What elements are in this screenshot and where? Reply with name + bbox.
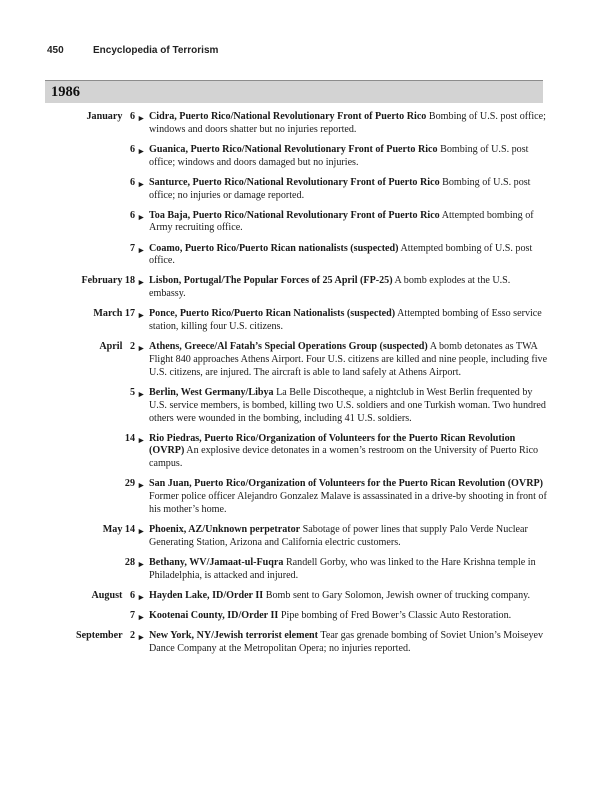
arrow-bullet-icon: ► — [137, 178, 146, 189]
arrow-bullet-icon: ► — [137, 434, 146, 445]
chronology-entry — [0, 308, 614, 334]
year-heading-band — [45, 80, 543, 103]
year-heading: 1986 — [51, 84, 80, 100]
chronology-entry — [0, 478, 614, 516]
chronology-entry — [0, 243, 614, 269]
arrow-bullet-icon: ► — [137, 591, 146, 602]
entry-description: Bomb sent to Gary Solomon, Jewish owner of trucking company. — [265, 589, 531, 601]
entry-description: Bombing of U.S. post office; no injuries or damage reported. — [149, 176, 531, 201]
chronology-entry — [0, 144, 614, 170]
entry-body — [149, 630, 548, 656]
arrow-bullet-icon: ► — [137, 631, 146, 642]
book-title: Encyclopedia of Terrorism — [93, 45, 219, 56]
chronology-entry — [0, 557, 614, 583]
arrow-bullet-icon: ► — [137, 211, 146, 222]
entry-location-perpetrator: New York, NY/Jewish terrorist element — [149, 629, 319, 641]
entry-date: March 17 — [93, 308, 135, 320]
entry-body — [149, 524, 548, 550]
arrow-bullet-icon: ► — [137, 113, 146, 123]
chronology-entry — [0, 177, 614, 203]
entry-date: 29 — [124, 478, 135, 490]
entry-description: Attempted bombing of U.S. post office. — [149, 242, 533, 267]
entry-location-perpetrator: Ponce, Puerto Rico/Puerto Rican Nationalists (suspected) — [149, 308, 396, 320]
arrow-bullet-icon: ► — [137, 310, 146, 321]
entry-description: Attempted bombing of Esso service station, killing four U.S. citizens. — [149, 308, 542, 333]
entry-body — [149, 111, 548, 137]
entry-location-perpetrator: Phoenix, AZ/Unknown perpetrator — [149, 523, 301, 535]
entry-body — [149, 210, 548, 236]
entry-body — [149, 433, 548, 471]
entry-description: Pipe bombing of Fred Bower’s Classic Auto Restoration. — [280, 609, 512, 621]
chronology-entry — [0, 630, 614, 656]
arrow-bullet-icon: ► — [137, 244, 146, 255]
arrow-bullet-icon: ► — [137, 480, 146, 491]
entry-description: An explosive device detonates in a women’s restroom on the University of Puerto Rico campus. — [149, 445, 539, 470]
entry-date: 28 — [124, 556, 135, 568]
entry-description: Bombing of U.S. post office; windows and doors shatter but no injuries reported. — [149, 111, 546, 135]
arrow-bullet-icon: ► — [137, 277, 146, 288]
entry-description: Former police officer Alejandro Gonzalez Malave is assassinated in a drive-by shooting in front of his mother’s home. — [149, 491, 547, 515]
entry-body — [149, 610, 548, 623]
entry-body — [149, 243, 548, 269]
entry-date: September 2 — [76, 629, 135, 641]
entry-location-perpetrator: Bethany, WV/Jamaat-ul-Fuqra — [149, 556, 284, 568]
entry-description: A bomb detonates as TWA Flight 840 approaches Athens Airport. Four U.S. citizens are killed and nine people, including five U.S. citizens, are injured. The aircraft is able to land safely at Athens Airport. — [149, 341, 548, 378]
entry-date: January 6 — [86, 111, 135, 122]
entry-date: 7 — [129, 242, 135, 254]
entry-description: A bomb explodes at the U.S. embassy. — [149, 275, 511, 300]
entry-body — [149, 387, 548, 425]
arrow-bullet-icon: ► — [137, 611, 146, 622]
chronology-entry — [0, 111, 614, 137]
chronology-entry — [0, 341, 614, 379]
entry-date: 6 — [129, 176, 135, 188]
entry-date: May 14 — [102, 523, 135, 535]
entry-location-perpetrator: Lisbon, Portugal/The Popular Forces of 25 April (FP-25) — [149, 275, 393, 287]
entry-date: 6 — [129, 209, 135, 221]
entry-location-perpetrator: Kootenai County, ID/Order II — [149, 609, 279, 621]
entry-date: 5 — [129, 386, 135, 398]
entry-location-perpetrator: Berlin, West Germany/Libya — [149, 386, 274, 398]
entry-location-perpetrator: Coamo, Puerto Rico/Puerto Rican nationalists (suspected) — [149, 242, 399, 254]
arrow-bullet-icon: ► — [137, 343, 146, 354]
entry-date: 7 — [129, 609, 135, 621]
arrow-bullet-icon: ► — [137, 525, 146, 536]
entry-date: 6 — [129, 143, 135, 155]
arrow-bullet-icon: ► — [137, 558, 146, 569]
entry-location-perpetrator: Hayden Lake, ID/Order II — [149, 589, 264, 601]
page-number: 450 — [47, 45, 64, 56]
entry-body — [149, 177, 548, 203]
arrow-bullet-icon: ► — [137, 388, 146, 399]
entry-location-perpetrator: Guanica, Puerto Rico/National Revolutionary Front of Puerto Rico — [149, 143, 438, 155]
entry-description: Randell Gorby, who was linked to the Hare Krishna temple in Philadelphia, is attacked and injured. — [149, 556, 536, 581]
entry-body — [149, 478, 548, 516]
running-header — [47, 45, 218, 56]
chronology-entry — [0, 610, 614, 623]
entry-location-perpetrator: Rio Piedras, Puerto Rico/Organization of Volunteers for the Puerto Rican Revolution (OVRP) — [149, 432, 516, 457]
entry-description: La Belle Discotheque, a nightclub in West Berlin frequented by U.S. service members, is bombed, killing two U.S. soldiers and one Turkish woman. Two hundred others were wounded in the bombing, including 41 U.S. soldiers. — [149, 386, 546, 424]
entry-date: August 6 — [91, 589, 135, 601]
entry-location-perpetrator: Toa Baja, Puerto Rico/National Revolutionary Front of Puerto Rico — [149, 209, 440, 221]
entry-location-perpetrator: Santurce, Puerto Rico/National Revolutionary Front of Puerto Rico — [149, 176, 440, 188]
entry-body — [149, 557, 548, 583]
chronology-entry — [0, 590, 614, 603]
chronology-entry — [0, 275, 614, 301]
entry-body — [149, 308, 548, 334]
entry-description: Bombing of U.S. post office; windows and doors damaged but no injuries. — [149, 143, 529, 168]
chronology-entry — [0, 210, 614, 236]
entry-location-perpetrator: Cidra, Puerto Rico/National Revolutionary Front of Puerto Rico — [149, 111, 427, 122]
chronology-entry — [0, 524, 614, 550]
entry-location-perpetrator: Athens, Greece/Al Fatah’s Special Operations Group (suspected) — [149, 341, 428, 353]
entry-body — [149, 590, 548, 603]
entry-body — [149, 275, 548, 301]
chronology-entry — [0, 433, 614, 471]
entry-body — [149, 144, 548, 170]
chronology-list — [0, 111, 614, 663]
entry-date: April 2 — [99, 341, 135, 353]
entry-date: February 18 — [81, 275, 135, 287]
chronology-entry — [0, 387, 614, 425]
entry-body — [149, 341, 548, 379]
entry-date: 14 — [124, 432, 135, 444]
entry-description: Attempted bombing of Army recruiting office. — [149, 209, 534, 234]
arrow-bullet-icon: ► — [137, 145, 146, 156]
entry-description: Tear gas grenade bombing of Soviet Union’s Moiseyev Dance Company at the Metropolitan Opera; no injuries reported. — [149, 629, 544, 654]
entry-location-perpetrator: San Juan, Puerto Rico/Organization of Volunteers for the Puerto Rican Revolution (OVRP) — [149, 478, 544, 490]
entry-description: Sabotage of power lines that supply Palo Verde Nuclear Generating Station, Arizona and California electric customers. — [149, 523, 528, 548]
